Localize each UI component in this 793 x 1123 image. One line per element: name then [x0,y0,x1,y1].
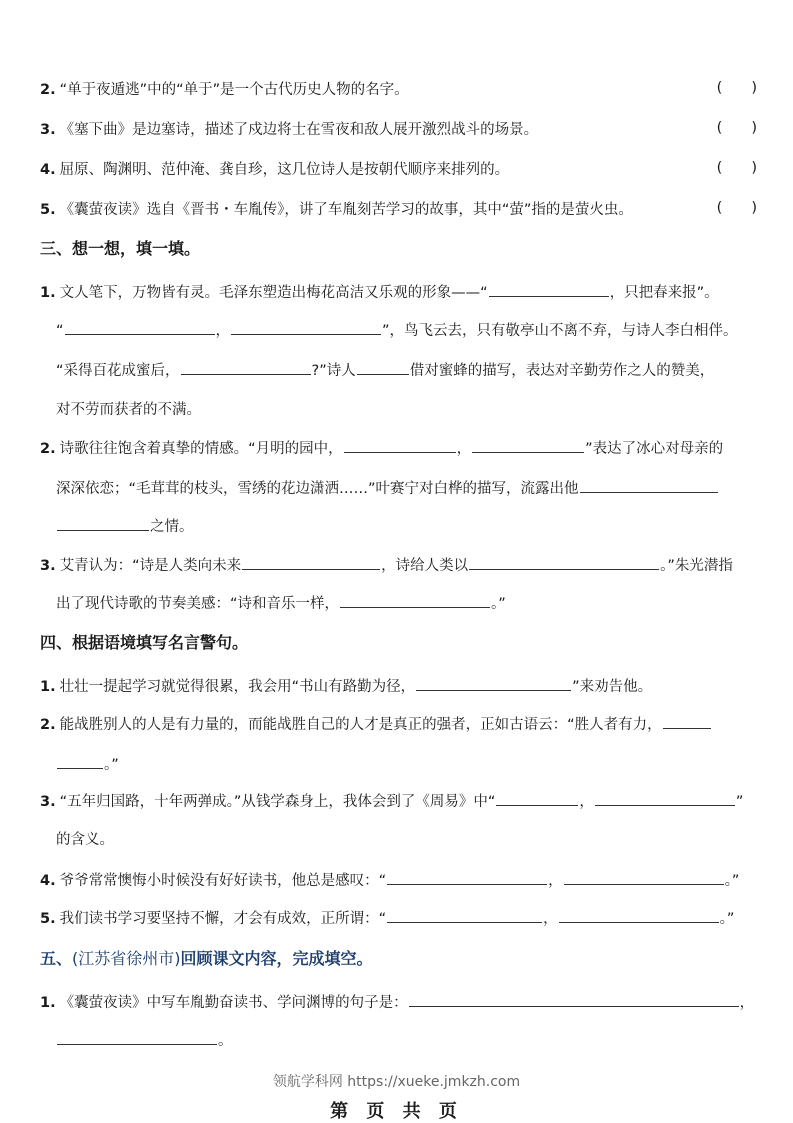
fill-blank[interactable] [472,438,584,453]
text: ，只把春来报”。 [609,285,719,301]
text: 借对蜜蜂的描写，表达对辛勤劳作之人的赞美， [409,363,715,379]
item-number: 2. [40,717,56,733]
item-text: 《囊萤夜读》选自《晋书・车胤传》，讲了车胤刻苦学习的故事，其中“萤”指的是萤火虫。 [59,202,633,218]
s4-q5 [40,908,734,929]
section-heading: 回顾课文内容，完成填空。 [180,949,373,968]
fill-blank[interactable] [387,870,547,885]
text: ， [739,995,755,1011]
fill-blank[interactable] [496,791,578,806]
item-text: 屈原、陶渊明、范仲淹、龚自珍，这几位诗人是按朝代顺序来排列的。 [59,162,510,178]
text: ，诗给人类以 [381,558,469,574]
fill-blank[interactable] [242,555,380,570]
fill-blank[interactable] [409,992,739,1007]
s3-q2-line1 [40,438,723,459]
fill-blank[interactable] [181,360,311,375]
footer-source: 领航学科网 https://xueke.jmkzh.com [272,1074,521,1090]
judge-item-4 [40,160,509,180]
s3-q1-line4: 对不劳而获者的不满。 [56,402,201,418]
s4-q3-line2: 的含义。 [56,832,114,848]
section-3-title: 三、想一想，填一填。 [40,239,201,258]
fill-blank[interactable] [57,1030,217,1045]
item-number: 3. [40,122,56,138]
fill-blank[interactable] [65,320,215,335]
s4-q4 [40,870,739,891]
s4-q1 [40,676,652,697]
text: 诗歌往往饱含着真挚的情感。“月明的园中， [59,441,343,457]
text: ， [579,794,594,810]
text: “采得百花成蜜后， [56,363,180,379]
fill-blank[interactable] [489,282,609,297]
source-region: (江苏省徐州市) [72,949,181,968]
page-number: 第 页 共 页 [330,1101,463,1122]
item-text: “单于夜遁逃”中的“单于”是一个古代历史人物的名字。 [59,82,409,98]
text: 之情。 [150,519,194,535]
text: 。” [719,911,735,927]
text: “ [56,323,64,339]
section-5-title [40,948,373,970]
answer-parentheses[interactable]: ( ) [716,160,757,176]
item-number: 1. [40,679,56,695]
s3-q2-line3 [56,516,194,537]
text: 艾青认为：“诗是人类向未来 [59,558,242,574]
fill-blank[interactable] [469,555,659,570]
fill-blank[interactable] [595,791,735,806]
s3-q1-line2 [56,320,738,341]
text: 。”朱光潜指 [660,558,733,574]
judge-item-2 [40,80,409,100]
item-number: 1. [40,285,56,301]
text: ， [456,441,472,457]
item-number: 3. [40,558,56,574]
text: ， [543,911,558,927]
item-number: 4. [40,873,56,889]
text: 深深依恋；“毛茸茸的枝头，雪绣的花边潇洒……”叶赛宁对白桦的描写，流露出他 [56,481,579,497]
section-4-title: 四、根据语境填写名言警句。 [40,633,249,652]
s3-q1-line3 [56,360,714,381]
s4-q2-line2 [56,754,119,775]
item-number: 3. [40,794,56,810]
fill-blank[interactable] [663,714,711,729]
text: 文人笔下，万物皆有灵。毛泽东塑造出梅花高洁又乐观的形象——“ [59,285,488,301]
fill-blank[interactable] [231,320,381,335]
fill-blank[interactable] [564,870,724,885]
text: ?”诗人 [311,363,356,379]
answer-parentheses[interactable]: ( ) [716,120,757,136]
s4-q3-line1 [40,791,743,812]
text: 《囊萤夜读》中写车胤勤奋读书、学问渊博的句子是： [59,995,408,1011]
item-number: 5. [40,911,56,927]
fill-blank[interactable] [57,754,103,769]
item-number: 5. [40,202,56,218]
s3-q3-line2 [56,593,506,614]
text: 我们读书学习要坚持不懈，才会有成效，正所谓：“ [59,911,387,927]
text: 壮壮一提起学习就觉得很累，我会用“书山有路勤为径， [59,679,416,695]
fill-blank[interactable] [357,360,409,375]
text: 。” [104,757,119,773]
item-number: 2. [40,82,56,98]
item-number: 1. [40,995,56,1011]
text: ”表达了冰心对母亲的 [585,441,724,457]
s5-q1-line1 [40,992,754,1013]
fill-blank[interactable] [559,908,719,923]
section-number: 五、 [40,949,73,968]
s3-q1-line1 [40,282,719,303]
item-text: 《塞下曲》是边塞诗，描述了戍边将士在雪夜和敌人展开激烈战斗的场景。 [59,122,539,138]
text: ， [548,873,563,889]
s3-q3-line1 [40,555,733,576]
text: ” [735,794,744,810]
item-number: 2. [40,441,56,457]
text: 出了现代诗歌的节奏美感：“诗和音乐一样， [56,596,340,612]
s3-q2-line2 [56,478,719,499]
text: ”来劝告他。 [572,679,653,695]
text: ”，鸟飞云去，只有敬亭山不离不弃，与诗人李白相伴。 [382,323,738,339]
fill-blank[interactable] [57,516,149,531]
fill-blank[interactable] [344,438,456,453]
text: 。” [491,596,506,612]
text: “五年归国路，十年两弹成。”从钱学森身上，我体会到了《周易》中“ [59,794,496,810]
text: 能战胜别人的人是有力量的，而能战胜自己的人才是真正的强者，正如古语云：“胜人者有力， [59,717,662,733]
fill-blank[interactable] [387,908,542,923]
judge-item-3 [40,120,538,140]
fill-blank[interactable] [580,478,718,493]
fill-blank[interactable] [416,676,571,691]
text: ， [215,323,231,339]
text: 。 [218,1033,233,1049]
s4-q2-line1 [40,714,712,735]
text: 。” [724,873,740,889]
text: 爷爷常常懊悔小时候没有好好读书，他总是感叹：“ [59,873,387,889]
answer-parentheses[interactable]: ( ) [716,80,757,96]
item-number: 4. [40,162,56,178]
s5-q1-line2 [56,1030,233,1051]
fill-blank[interactable] [340,593,490,608]
answer-parentheses[interactable]: ( ) [716,200,757,216]
judge-item-5 [40,200,633,220]
